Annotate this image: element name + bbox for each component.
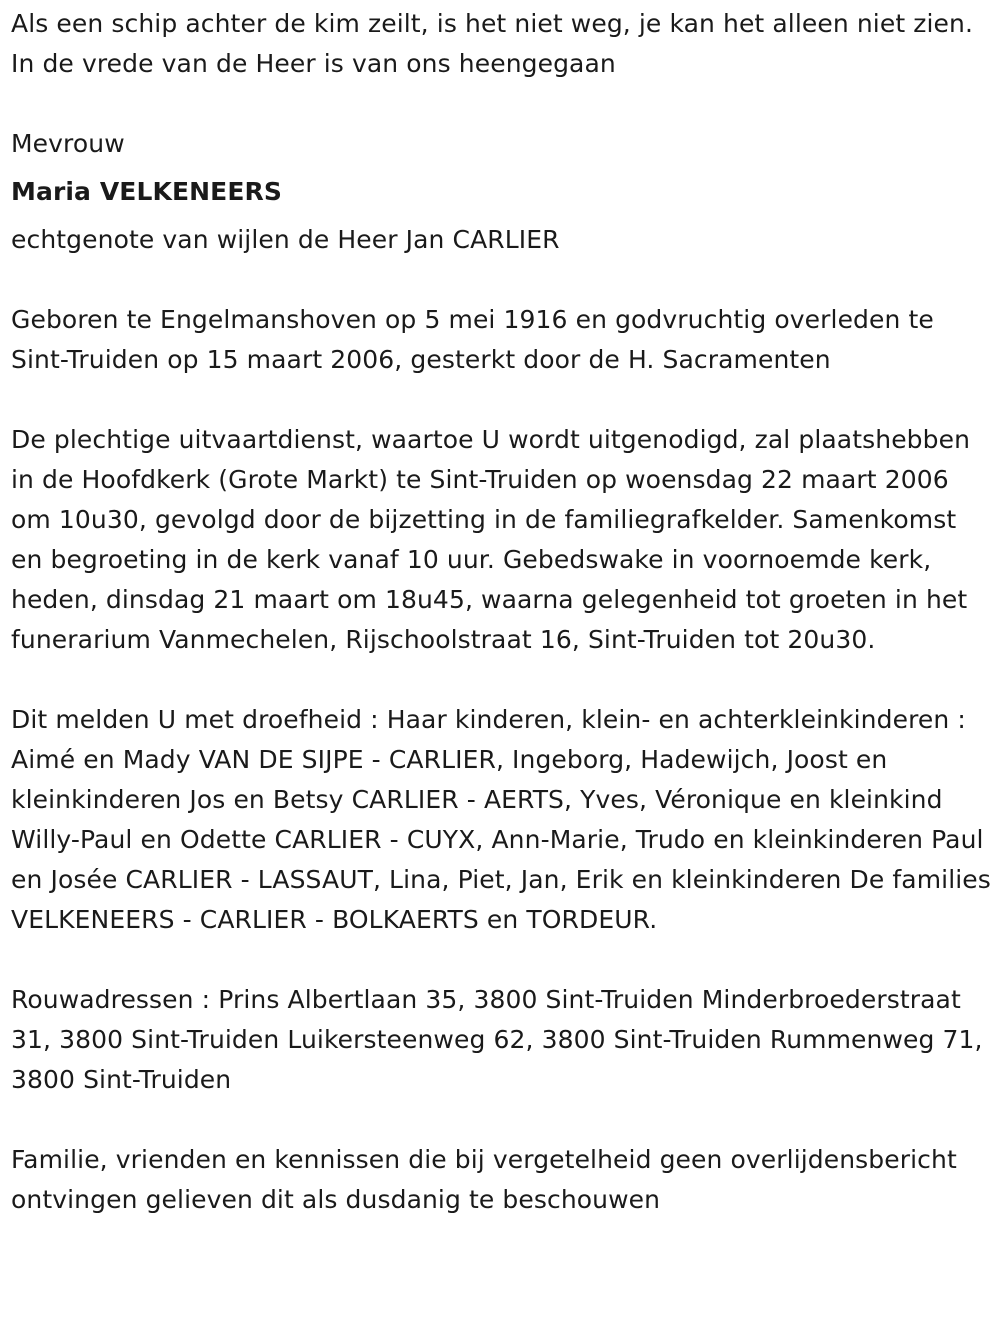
intro-paragraph: Als een schip achter de kim zeilt, is het niet weg, je kan het alleen niet zien. In de vrede van de Heer is van ons heengegaan bbox=[11, 9, 974, 78]
spacer bbox=[11, 260, 991, 300]
spacer bbox=[11, 660, 991, 700]
spacer bbox=[11, 380, 991, 420]
closing-paragraph: Familie, vrienden en kennissen die bij vergetelheid geen overlijdensbericht ontvingen gelieven dit als dusdanig te beschouwen bbox=[11, 1145, 957, 1214]
spacer bbox=[11, 940, 991, 980]
spacer bbox=[11, 1100, 991, 1140]
spacer bbox=[11, 84, 991, 124]
deceased-name: Maria VELKENEERS bbox=[11, 177, 282, 206]
spacer bbox=[11, 212, 991, 220]
ceremony-paragraph: De plechtige uitvaartdienst, waartoe U wordt uitgenodigd, zal plaatshebben in de Hoofdkerk (Grote Markt) te Sint-Truiden op woensdag 22 maart 2006 om 10u30, gevolgd door de bijzetting in de familiegrafkelder. Samenkomst en begroeting in de kerk vanaf 10 uur. Gebedswake in voornoemde kerk, heden, dinsdag 21 maart om 18u45, waarna gelegenheid tot groeten in het funerarium Vanmechelen, Rijschoolstraat 16, Sint-Truiden tot 20u30. bbox=[11, 425, 971, 654]
family-paragraph: Dit melden U met droefheid : Haar kinderen, klein- en achterkleinkinderen : Aimé en Mady VAN DE SIJPE - CARLIER, Ingeborg, Hadewijch, Joost en kleinkinderen Jos en Betsy CARLIER - AERTS, Yves, Véronique en kleinkind Willy-Paul en Odette CARLIER - CUYX, Ann-Marie, Trudo en kleinkinderen Paul en Josée CARLIER - LASSAUT, Lina, Piet, Jan, Erik en kleinkinderen De families VELKENEERS - CARLIER - BOLKAERTS en TORDEUR. bbox=[11, 705, 991, 934]
birth-death-paragraph: Geboren te Engelmanshoven op 5 mei 1916 en godvruchtig overleden te Sint-Truiden op 15 maart 2006, gesterkt door de H. Sacramenten bbox=[11, 305, 934, 374]
spacer bbox=[11, 164, 991, 172]
addresses-paragraph: Rouwadressen : Prins Albertlaan 35, 3800 Sint-Truiden Minderbroederstraat 31, 3800 Sint-Truiden Luikersteenweg 62, 3800 Sint-Truiden Rummenweg 71, 3800 Sint-Truiden bbox=[11, 985, 983, 1094]
title-prefix: Mevrouw bbox=[11, 129, 125, 158]
obituary-notice bbox=[11, 4, 991, 1220]
spouse-line: echtgenote van wijlen de Heer Jan CARLIER bbox=[11, 225, 560, 254]
